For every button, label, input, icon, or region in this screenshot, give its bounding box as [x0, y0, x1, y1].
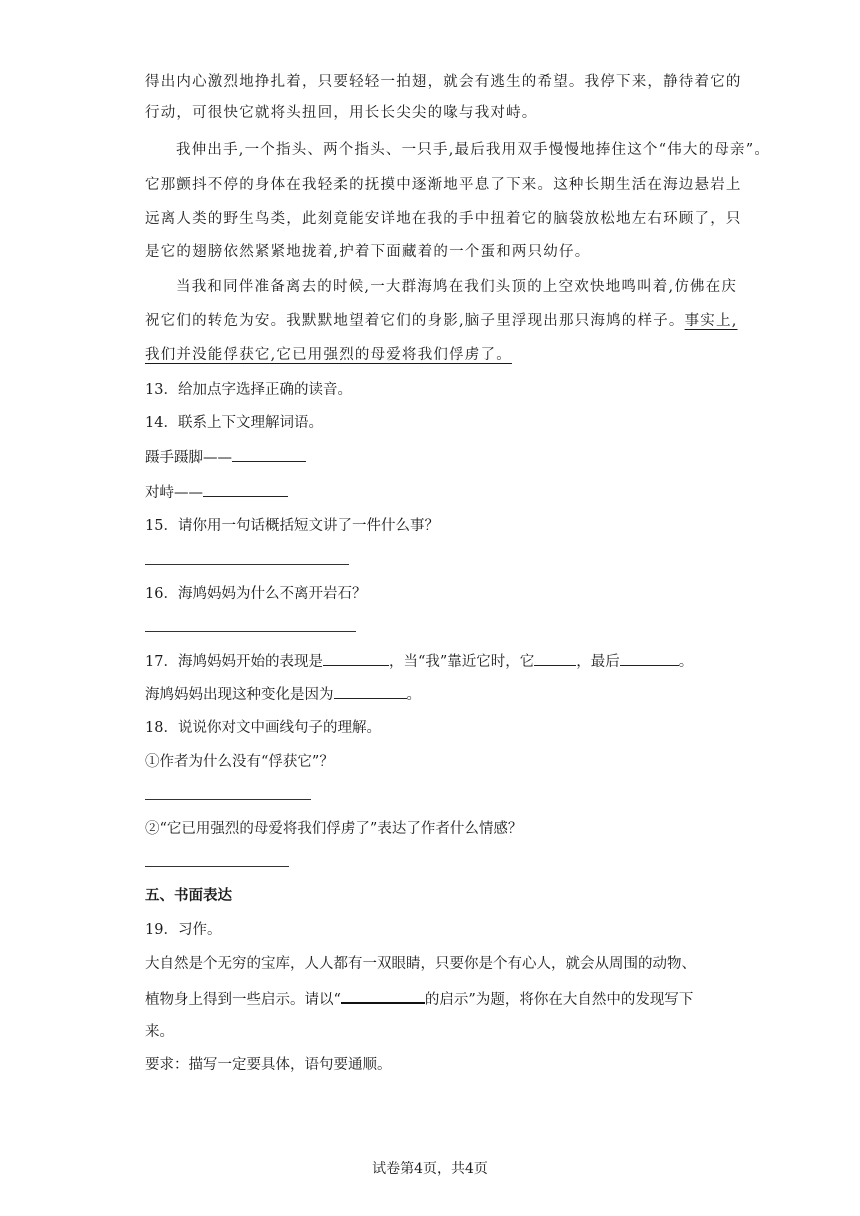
- answer-blank[interactable]: [334, 684, 407, 699]
- question-18-2: ②“它已用强烈的母爱将我们俘虏了”表达了作者什么情感？: [145, 821, 523, 837]
- answer-line[interactable]: [145, 564, 349, 565]
- answer-blank[interactable]: [620, 651, 679, 666]
- answer-blank[interactable]: [203, 482, 288, 497]
- essay-requirement: 要求：描写一定要具体，语句要通顺。: [145, 1057, 392, 1073]
- word-label: 蹑手蹑脚——: [145, 450, 232, 466]
- question-18: 18．说说你对文中画线句子的理解。: [145, 720, 381, 736]
- question-text: 17．海鸠妈妈开始的表现是: [145, 654, 323, 670]
- question-13: 13．给加点字选择正确的读音。: [145, 382, 352, 398]
- answer-line[interactable]: [145, 799, 311, 800]
- passage-line: 是它的翅膀依然紧紧地拢着,护着下面藏着的一个蛋和两只幼仔。: [145, 244, 591, 260]
- underlined-sentence: 我们并没能俘获它,它已用强烈的母爱将我们俘虏了。: [145, 347, 512, 363]
- answer-blank[interactable]: [232, 447, 306, 462]
- passage-line: 当我和同伴准备离去的时候,一大群海鸠在我们头顶的上空欢快地鸣叫着,仿佛在庆: [176, 279, 738, 295]
- question-19: 19．习作。: [145, 922, 222, 938]
- essay-prompt-line: 大自然是个无穷的宝库，人人都有一双眼睛，只要你是个有心人，就会从周围的动物、: [145, 956, 696, 972]
- passage-line: 得出内心激烈地挣扎着，只要轻轻一拍翅，就会有逃生的希望。我停下来，静待着它的: [145, 74, 742, 90]
- question-17-cont: [145, 684, 421, 705]
- answer-line[interactable]: [145, 631, 356, 632]
- question-17: [145, 651, 693, 672]
- question-16: 16．海鸠妈妈为什么不离开岩石？: [145, 586, 367, 602]
- passage-line: 它那颤抖不停的身体在我轻柔的抚摸中逐渐地平息了下来。这种长期生活在海边悬岩上: [145, 177, 742, 193]
- question-15: 15．请你用一句话概括短文讲了一件什么事？: [145, 518, 439, 534]
- question-text: 。: [678, 654, 694, 670]
- question-14-word-1: [145, 447, 306, 468]
- question-text: 。: [406, 687, 421, 703]
- question-text: 海鸠妈妈出现这种变化是因为: [145, 687, 334, 703]
- page-footer: 试卷第4页，共4页: [372, 1161, 488, 1177]
- question-text: ，最后: [576, 654, 620, 670]
- question-14-word-2: [145, 482, 288, 503]
- word-label: 对峙——: [145, 485, 203, 501]
- passage-line: 行动，可很快它就将头扭回，用长长尖尖的喙与我对峙。: [145, 105, 538, 121]
- passage-line: [145, 345, 512, 365]
- title-blank[interactable]: [341, 988, 425, 1004]
- passage-line: 远离人类的野生鸟类，此刻竟能安详地在我的手中扭着它的脑袋放松地左右环顾了，只: [145, 211, 742, 227]
- question-18-1: ①作者为什么没有“俘获它”？: [145, 754, 334, 770]
- answer-line[interactable]: [145, 866, 289, 867]
- passage-text: 祝它们的转危为安。我默默地望着它们的身影,脑子里浮现出那只海鸠的样子。: [145, 313, 685, 329]
- essay-prompt-text: 的启示”为题，将你在大自然中的发现写下: [424, 992, 694, 1008]
- essay-prompt-line: 来。: [145, 1024, 174, 1040]
- passage-line: 我伸出手,一个指头、两个指头、一只手,最后我用双手慢慢地捧住这个“伟大的母亲”。: [176, 142, 771, 158]
- answer-blank[interactable]: [323, 651, 389, 666]
- answer-blank[interactable]: [534, 651, 576, 666]
- underlined-sentence: 事实上,: [684, 313, 738, 329]
- essay-prompt-text: 植物身上得到一些启示。请以“: [145, 992, 341, 1008]
- essay-prompt-line: [145, 988, 693, 1010]
- passage-line: [145, 311, 738, 331]
- question-14: 14．联系上下文理解词语。: [145, 415, 323, 431]
- section-heading: 五、书面表达: [145, 887, 232, 904]
- question-text: ，当“我”靠近它时，它: [388, 654, 535, 670]
